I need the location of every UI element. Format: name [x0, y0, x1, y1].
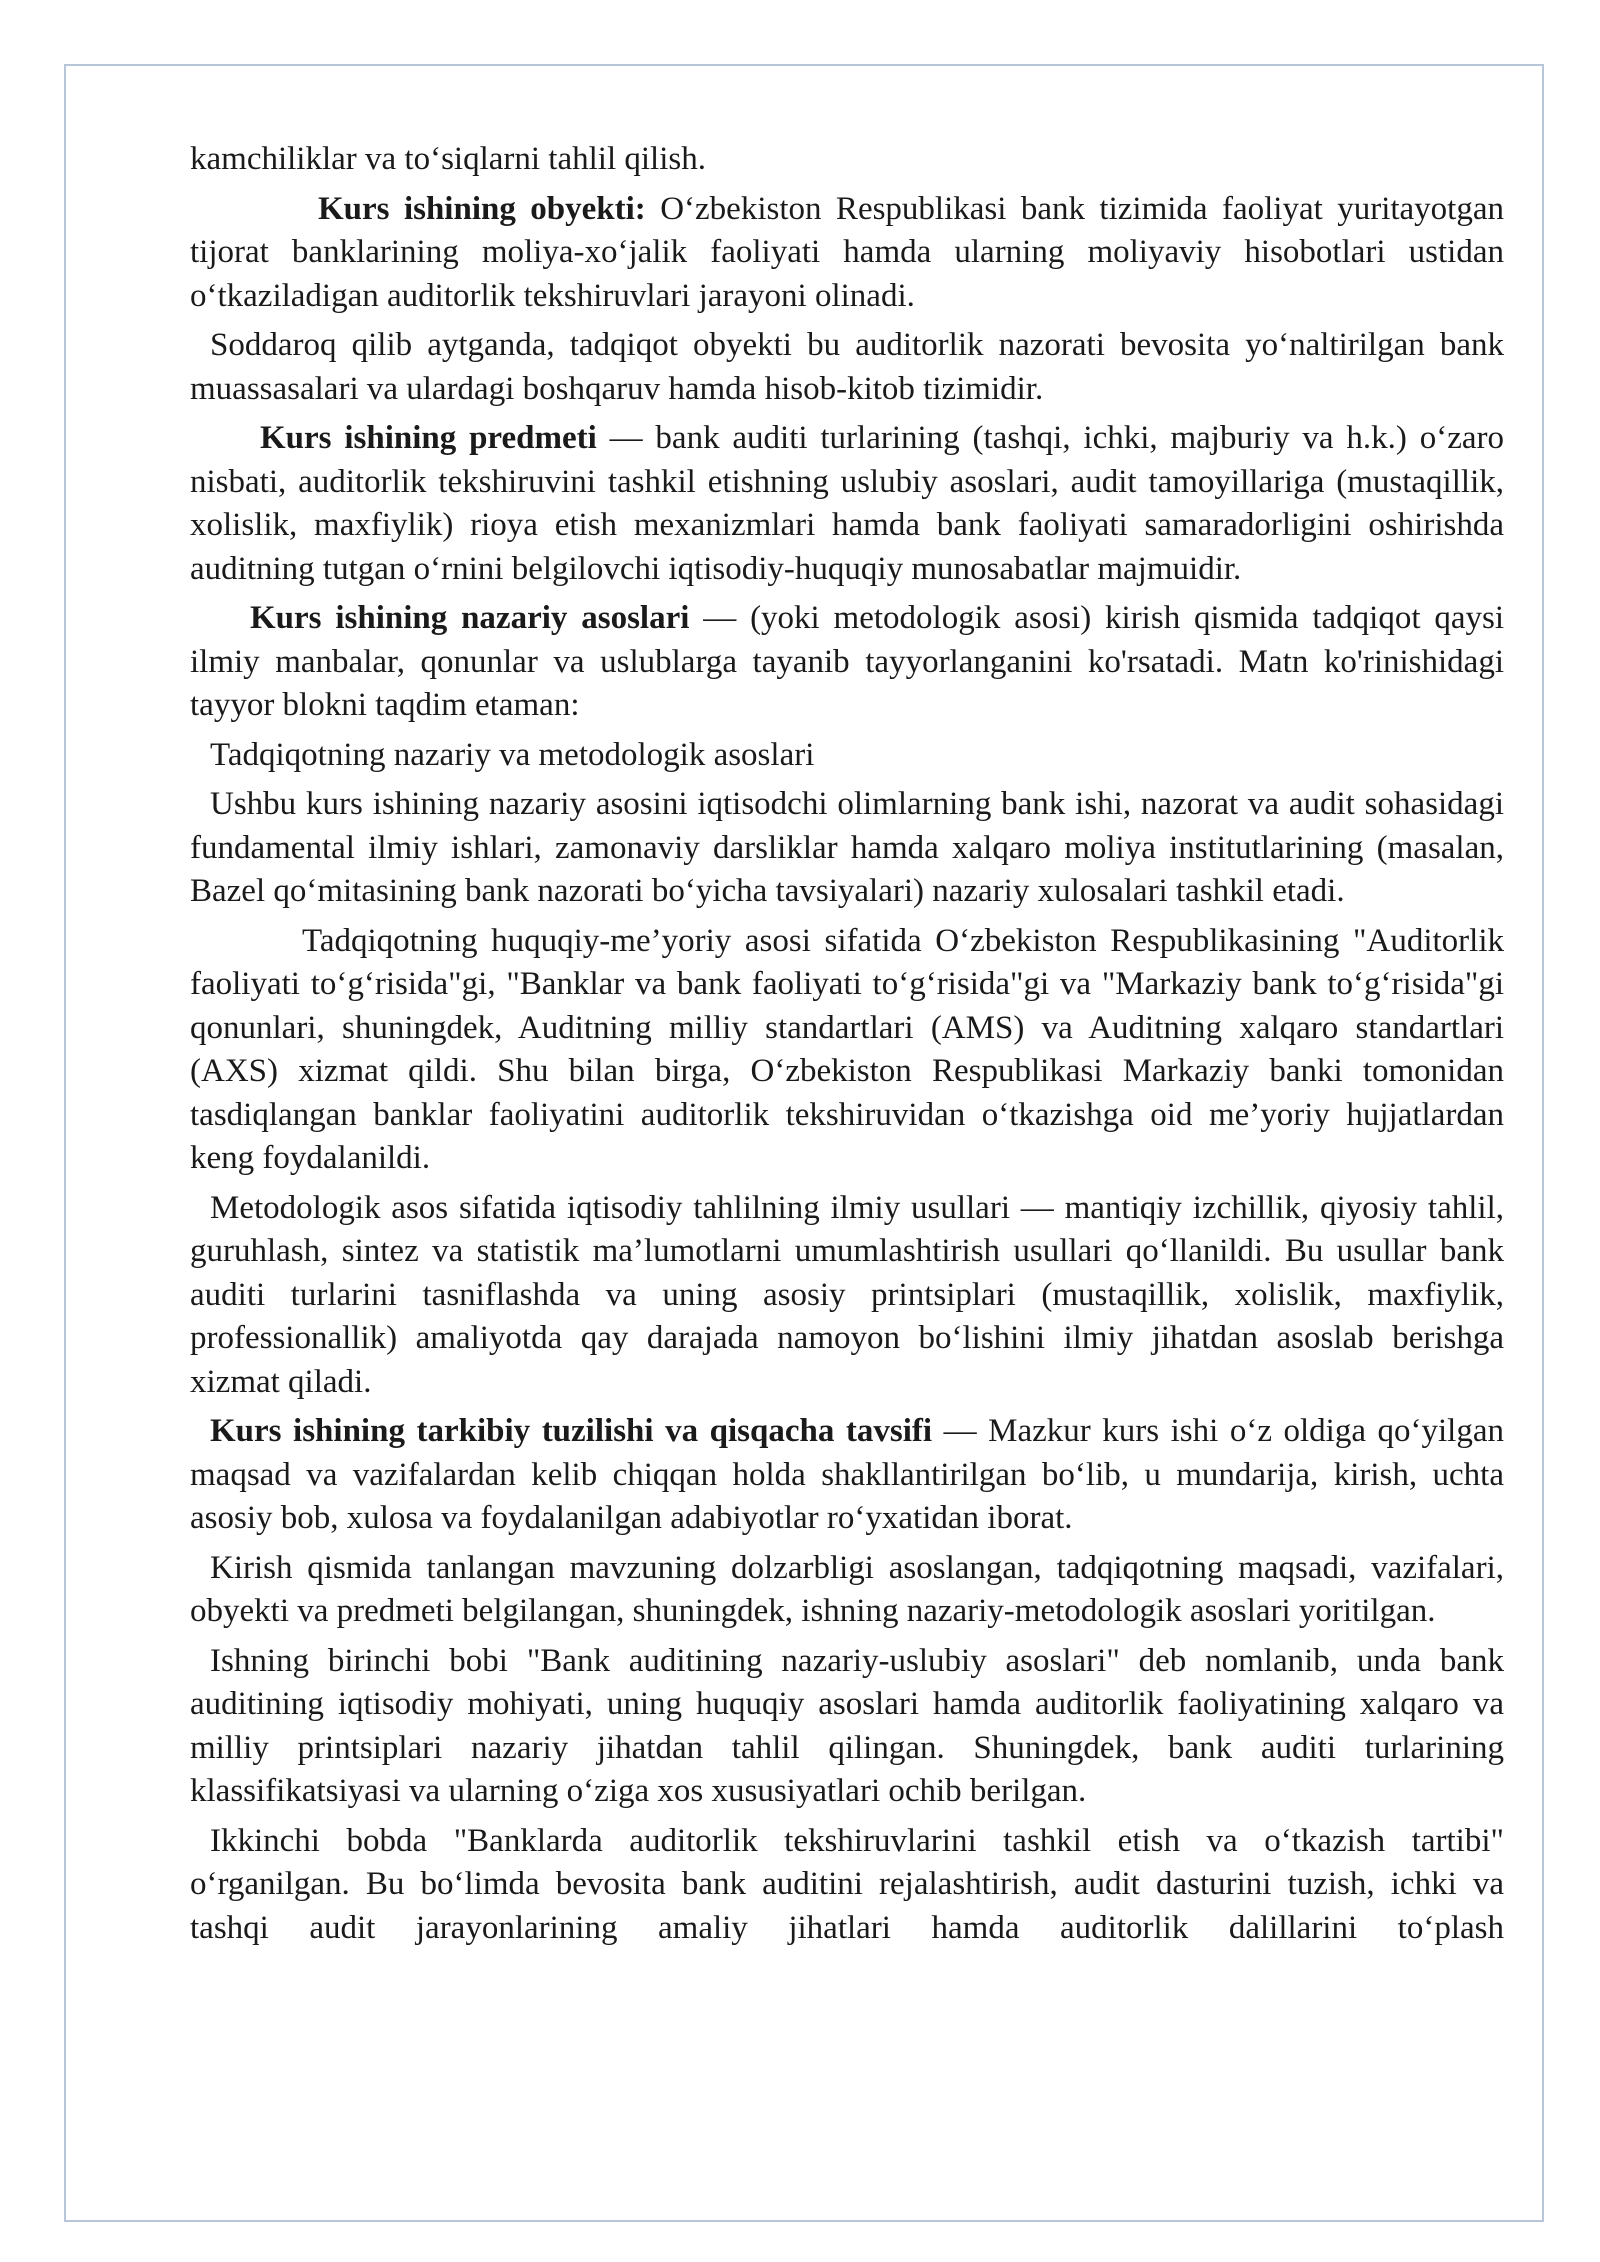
- paragraph-introduction: Kirish qismida tanlangan mavzuning dolzarbligi asoslangan, tadqiqotning maqsadi, vazifalari, obyekti va predmeti belgilangan, shuningdek, ishning nazariy-metodologik asoslari yoritilgan.: [190, 1549, 1504, 1629]
- paragraph-structure-text: — Mazkur kurs ishi o‘z oldiga qo‘yilgan maqsad va vazifalardan kelib chiqqan holda shakllantirilgan bo‘lib, u mundarija, kirish, uchta asosiy bob, xulosa va foydalanilgan adabiyotlar ro‘yxatidan iborat.: [190, 1413, 1504, 1536]
- heading-object: Kurs ishining obyekti:: [318, 190, 646, 227]
- paragraph-object-text: O‘zbekiston Respublikasi bank tizimida faoliyat yuritayotgan tijorat banklarining moliya-xo‘jalik faoliyati hamda ularning moliyaviy hisobotlari ustidan o‘tkaziladigan auditorlik tekshiruvlari jarayoni olinadi.: [190, 190, 1504, 314]
- paragraph-subject: [190, 417, 1504, 591]
- document-body: [190, 138, 1504, 1956]
- paragraph-methodological-basis: Metodologik asos sifatida iqtisodiy tahlilning ilmiy usullari — mantiqiy izchillik, qiyosiy tahlil, guruhlash, sintez va statistik ma’lumotlarni umumlashtirish usullari qo‘llanildi. Bu usullar bank auditi turlarini tasniflashda va uning asosiy printsiplari (mustaqillik, xolislik, maxfiylik, professionallik) amaliyotda qay darajada namoyon bo‘lishini ilmiy jihatdan asoslab berishga xizmat qiladi.: [190, 1189, 1504, 1400]
- paragraph-object: [190, 188, 1504, 319]
- paragraph-legal-basis: Tadqiqotning huquqiy-me’yoriy asosi sifatida O‘zbekiston Respublikasining "Auditorlik faoliyati to‘g‘risida"gi, "Banklar va bank faoliyati to‘g‘risida"gi va "Markaziy bank to‘g‘risida"gi qonunlari, shuningdek, Auditning milliy standartlari (AMS) va Auditning xalqaro standartlari (AXS) xizmat qildi. Shu bilan birga, O‘zbekiston Respublikasi Markaziy banki tomonidan tasdiqlangan banklar faoliyatini auditorlik tekshiruvidan o‘tkazishga oid me’yoriy hujjatlardan keng foydalanildi.: [190, 922, 1504, 1176]
- paragraph-theory: [190, 597, 1504, 728]
- paragraph-object-simplified: Soddaroq qilib aytganda, tadqiqot obyekti bu auditorlik nazorati bevosita yo‘naltirilgan bank muassasalari va ulardagi boshqaruv hamda hisob-kitob tizimidir.: [190, 327, 1504, 407]
- paragraph-continuation: kamchiliklar va to‘siqlarni tahlil qilish.: [190, 141, 706, 177]
- paragraph-chapter-one: Ishning birinchi bobi "Bank auditining nazariy-uslubiy asoslari" deb nomlanib, unda bank auditining iqtisodiy mohiyati, uning huquqiy asoslari hamda auditorlik faoliyatining xalqaro va milliy printsiplari nazariy jihatdan tahlil qilingan. Shuningdek, bank auditi turlarining klassifikatsiyasi va ularning o‘ziga xos xususiyatlari ochib berilgan.: [190, 1642, 1504, 1809]
- heading-subject: Kurs ishining predmeti: [260, 420, 597, 456]
- paragraph-chapter-two: Ikkinchi bobda "Banklarda auditorlik tekshiruvlarini tashkil etish va o‘tkazish tartibi" o‘rganilgan. Bu bo‘limda bevosita bank auditini rejalashtirish, audit dasturini tuzish, ichki va tashqi audit jarayonlarining amaliy jihatlari hamda auditorlik dalillarini to‘plash: [190, 1822, 1504, 1946]
- paragraph-theoretical-basis: Ushbu kurs ishining nazariy asosini iqtisodchi olimlarning bank ishi, nazorat va audit sohasidagi fundamental ilmiy ishlari, zamonaviy darsliklar hamda xalqaro moliya institutlarining (masalan, Bazel qo‘mitasining bank nazorati bo‘yicha tavsiyalari) nazariy xulosalari tashkil etadi.: [190, 786, 1504, 909]
- subheading-methodology: Tadqiqotning nazariy va metodologik asoslari: [210, 736, 815, 773]
- paragraph-theory-text: — (yoki metodologik asosi) kirish qismida tadqiqot qaysi ilmiy manbalar, qonunlar va uslublarga tayanib tayyorlanganini ko'rsatadi. Matn ko'rinishidagi tayyor blokni taqdim etaman:: [190, 600, 1504, 723]
- heading-theory: Kurs ishining nazariy asoslari: [250, 600, 690, 636]
- paragraph-structure: [190, 1410, 1504, 1541]
- paragraph-subject-text: — bank auditi turlarining (tashqi, ichki, majburiy va h.k.) o‘zaro nisbati, auditorlik tekshiruvini tashkil etishning uslubiy asoslari, audit tamoyillariga (mustaqillik, xolislik, maxfiylik) rioya etish mexanizmlari hamda bank faoliyati samaradorligini oshirishda auditning tutgan o‘rnini belgilovchi iqtisodiy-huquqiy munosabatlar majmuidir.: [190, 420, 1504, 587]
- heading-structure: Kurs ishining tarkibiy tuzilishi va qisqacha tavsifi: [210, 1413, 933, 1449]
